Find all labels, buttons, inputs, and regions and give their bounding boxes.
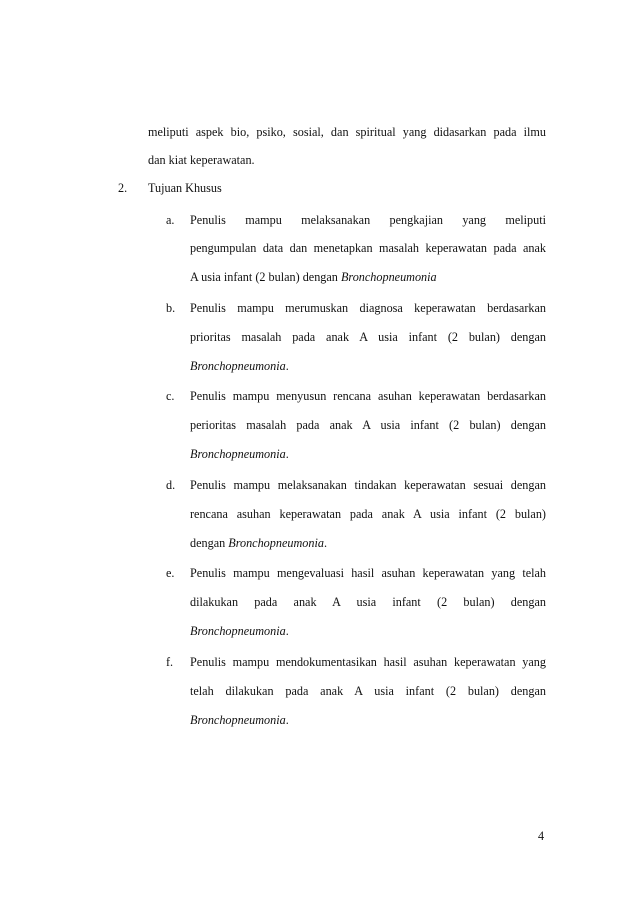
section-title: Tujuan Khusus xyxy=(148,181,222,195)
disease-term: Bronchopneumonia xyxy=(190,447,286,461)
list-item-line: Penulis mampu melaksanakan pengkajian yang meliputi xyxy=(190,213,546,227)
disease-term: Bronchopneumonia xyxy=(190,713,286,727)
list-marker: e. xyxy=(166,566,175,580)
list-item-line: telah dilakukan pada anak A usia infant (2 bulan) dengan xyxy=(190,684,546,698)
list-item-line: Penulis mampu merumuskan diagnosa keperawatan berdasarkan xyxy=(190,301,546,315)
list-item-last-line: Bronchopneumonia. xyxy=(190,447,289,461)
intro-line-1: meliputi aspek bio, psiko, sosial, dan spiritual yang didasarkan pada ilmu xyxy=(148,125,546,139)
list-marker: b. xyxy=(166,301,176,315)
disease-term: Bronchopneumonia xyxy=(190,359,286,373)
list-marker: c. xyxy=(166,389,175,403)
disease-term: Bronchopneumonia xyxy=(190,624,286,638)
list-item-last-line: Bronchopneumonia. xyxy=(190,624,289,638)
list-item-last-line: Bronchopneumonia. xyxy=(190,713,289,727)
list-item-line: rencana asuhan keperawatan pada anak A usia infant (2 bulan) xyxy=(190,507,546,521)
list-item-last-line: dengan Bronchopneumonia. xyxy=(190,536,327,550)
list-item-last-line: Bronchopneumonia. xyxy=(190,359,289,373)
list-item-line: Penulis mampu menyusun rencana asuhan keperawatan berdasarkan xyxy=(190,389,546,403)
list-item-line: Penulis mampu melaksanakan tindakan keperawatan sesuai dengan xyxy=(190,478,546,492)
list-marker: a. xyxy=(166,213,175,227)
list-marker: d. xyxy=(166,478,176,492)
list-marker: f. xyxy=(166,655,174,669)
disease-term: Bronchopneumonia xyxy=(228,536,324,550)
list-item-line: Penulis mampu mendokumentasikan hasil asuhan keperawatan yang xyxy=(190,655,546,669)
page-number: 4 xyxy=(538,829,545,843)
list-item-line: perioritas masalah pada anak A usia infant (2 bulan) dengan xyxy=(190,418,546,432)
intro-line-2: dan kiat keperawatan. xyxy=(148,153,255,167)
list-item-line: prioritas masalah pada anak A usia infant (2 bulan) dengan xyxy=(190,330,546,344)
list-item-last-line: A usia infant (2 bulan) dengan Bronchopneumonia xyxy=(190,270,437,284)
list-item-line: dilakukan pada anak A usia infant (2 bulan) dengan xyxy=(190,595,546,609)
list-item-line: pengumpulan data dan menetapkan masalah keperawatan pada anak xyxy=(190,241,546,255)
section-number: 2. xyxy=(118,181,128,195)
list-item-line: Penulis mampu mengevaluasi hasil asuhan keperawatan yang telah xyxy=(190,566,546,580)
disease-term: Bronchopneumonia xyxy=(340,270,437,284)
